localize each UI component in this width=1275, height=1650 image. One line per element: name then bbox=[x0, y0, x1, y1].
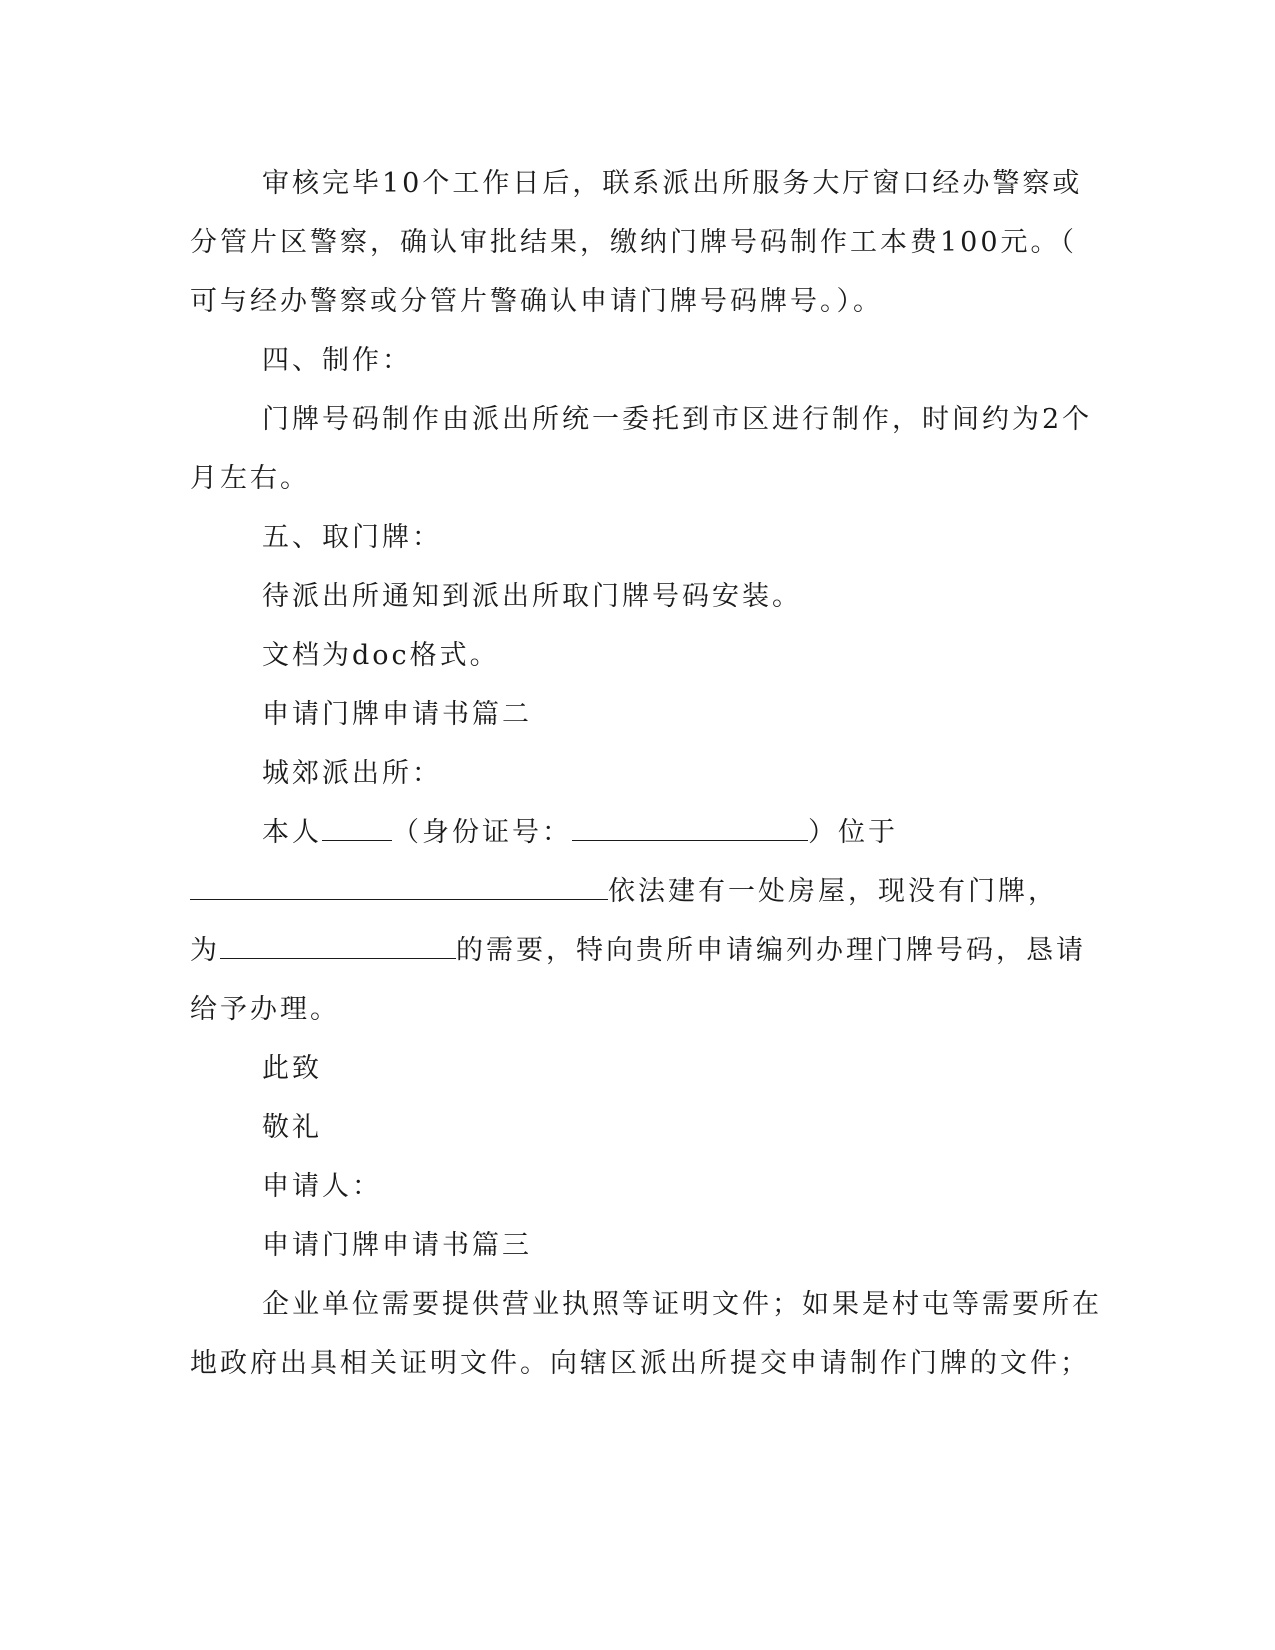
name-blank bbox=[322, 816, 392, 841]
purpose-label: 为 bbox=[190, 935, 220, 966]
house-line bbox=[190, 874, 1058, 910]
paragraph-line-review: 审核完毕10个工作日后，联系派出所服务大厅窗口经办警察或 bbox=[262, 168, 1083, 199]
paragraph-line-format: 文档为doc格式。 bbox=[262, 640, 500, 671]
address-blank bbox=[190, 875, 608, 900]
purpose-line bbox=[190, 933, 1086, 969]
location-label: ）位于 bbox=[808, 817, 898, 848]
paragraph-line-submit: 地政府出具相关证明文件。向辖区派出所提交申请制作门牌的文件； bbox=[190, 1348, 1090, 1379]
closing-regards: 敬礼 bbox=[262, 1112, 322, 1143]
purpose-blank bbox=[220, 934, 456, 959]
section-heading-production: 四、制作： bbox=[262, 345, 412, 376]
applicant-signature-label: 申请人： bbox=[262, 1171, 382, 1202]
paragraph-line-confirm: 可与经办警察或分管片警确认申请门牌号码牌号。）。 bbox=[190, 286, 883, 317]
section-title-part-two: 申请门牌申请书篇二 bbox=[262, 699, 532, 730]
paragraph-line-production: 门牌号码制作由派出所统一委托到市区进行制作，时间约为2个 bbox=[262, 404, 1093, 435]
id-number-blank bbox=[572, 816, 808, 841]
closing-salutation: 此致 bbox=[262, 1053, 322, 1084]
paragraph-line-request: 给予办理。 bbox=[190, 994, 340, 1025]
section-title-part-three: 申请门牌申请书篇三 bbox=[262, 1230, 532, 1261]
applicant-label: 本人 bbox=[262, 817, 322, 848]
purpose-text: 的需要，特向贵所申请编列办理门牌号码，恳请 bbox=[456, 935, 1086, 966]
paragraph-line-fee: 分管片区警察，确认审批结果，缴纳门牌号码制作工本费100元。（ bbox=[190, 227, 1078, 258]
applicant-line bbox=[262, 815, 898, 851]
paragraph-line-pickup: 待派出所通知到派出所取门牌号码安装。 bbox=[262, 581, 802, 612]
letter-addressee: 城郊派出所： bbox=[262, 758, 442, 789]
house-text: 依法建有一处房屋，现没有门牌， bbox=[608, 876, 1058, 907]
paragraph-line-duration: 月左右。 bbox=[190, 463, 310, 494]
id-label: （身份证号： bbox=[392, 817, 572, 848]
section-heading-pickup: 五、取门牌： bbox=[262, 522, 442, 553]
paragraph-line-enterprise: 企业单位需要提供营业执照等证明文件；如果是村屯等需要所在 bbox=[262, 1289, 1102, 1320]
